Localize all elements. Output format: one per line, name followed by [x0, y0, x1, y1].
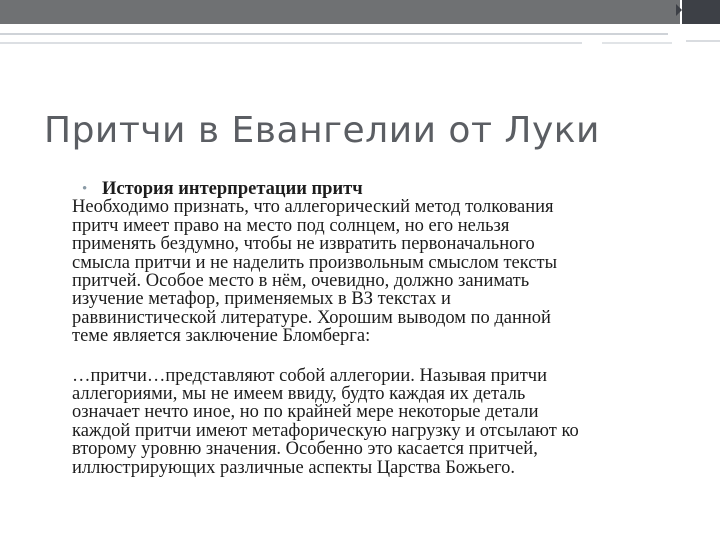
paragraph-2-line: иллюстрирующих различные аспекты Царства Божьего. — [72, 457, 516, 478]
top-bar-notch — [676, 4, 682, 16]
paragraph-1-line: Необходимо признать, что аллегорический метод толкования — [72, 197, 554, 218]
top-bar-accent — [682, 0, 720, 24]
paragraph-2-line: второму уровню значения. Особенно это касается притчей, — [72, 439, 538, 460]
paragraph-1-line: притчей. Особое место в нём, очевидно, должно занимать — [72, 271, 530, 292]
header-rule — [0, 33, 668, 35]
paragraph-spacer — [72, 346, 694, 367]
paragraph-2-line: означает нечто иное, но по крайней мере некоторые детали — [72, 402, 539, 423]
paragraph-1-line: притч имеет право на место под солнцем, но его нельзя — [72, 215, 510, 236]
paragraph-1-line: раввинистической литературе. Хорошим выводом по данной — [72, 307, 551, 328]
paragraph-1-line: применять бездумно, чтобы не извратить первоначального — [72, 234, 535, 255]
paragraph-1-line: изучение метафор, применяемых в ВЗ текстах и — [72, 289, 451, 310]
header-rule-short — [602, 42, 672, 44]
paragraph-1 — [72, 198, 694, 345]
bullet-heading-text: История интерпретации притч — [102, 179, 363, 199]
slide-body — [72, 180, 694, 477]
top-bar — [0, 0, 680, 24]
paragraph-2 — [72, 367, 694, 477]
paragraph-1-line: смысла притчи и не наделить произвольным смыслом тексты — [72, 252, 557, 273]
slide-title: Притчи в Евангелии от Луки — [44, 110, 600, 151]
bullet-icon: • — [82, 181, 88, 197]
paragraph-2-line: аллегориями, мы не имеем ввиду, будто каждая их деталь — [72, 384, 526, 405]
header-rule-secondary — [0, 42, 582, 44]
header-rule-right — [686, 40, 720, 42]
paragraph-2-line: …притчи…представляют собой аллегории. Называя притчи — [72, 365, 547, 386]
bullet-heading — [82, 179, 694, 199]
paragraph-2-line: каждой притчи имеют метафорическую нагрузку и отсылают ко — [72, 420, 579, 441]
paragraph-1-line: теме является заключение Бломберга: — [72, 326, 371, 347]
